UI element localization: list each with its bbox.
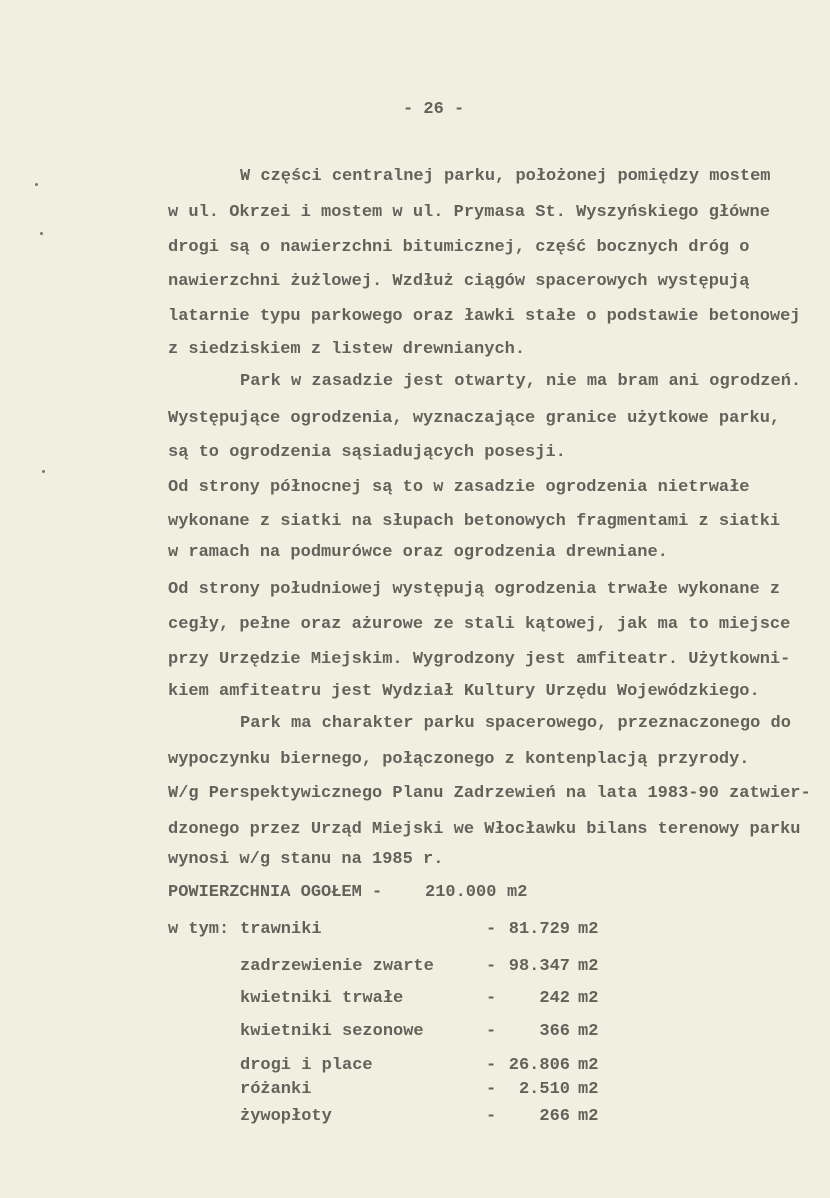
breakdown-value: 98.347 — [508, 957, 570, 976]
breakdown-dash: - — [486, 1107, 497, 1126]
text-line: W/g Perspektywicznego Planu Zadrzewień na lata 1983-90 zatwier- — [168, 784, 811, 803]
paper-speck — [35, 183, 38, 186]
text-line: Od strony południowej występują ogrodzenia trwałe wykonane z — [168, 580, 781, 599]
breakdown-dash: - — [486, 1022, 497, 1041]
breakdown-unit: m2 — [578, 920, 599, 939]
total-dash: - — [372, 883, 383, 902]
breakdown-dash: - — [486, 920, 497, 939]
text-line: Park ma charakter parku spacerowego, przeznaczonego do — [240, 714, 791, 733]
text-line: w ramach na podmurówce oraz ogrodzenia drewniane. — [168, 543, 668, 562]
breakdown-unit: m2 — [578, 1107, 599, 1126]
text-line: drogi są o nawierzchni bitumicznej, część bocznych dróg o — [168, 238, 750, 257]
text-line: Od strony północnej są to w zasadzie ogrodzenia nietrwałe — [168, 478, 750, 497]
breakdown-label: kwietniki sezonowe — [240, 1022, 424, 1041]
breakdown-value: 366 — [539, 1022, 570, 1041]
text-line: wykonane z siatki na słupach betonowych fragmentami z siatki — [168, 512, 781, 531]
text-line: W części centralnej parku, położonej pomiędzy mostem — [240, 167, 771, 186]
breakdown-label: drogi i place — [240, 1056, 373, 1075]
breakdown-value: 2.510 — [518, 1080, 570, 1099]
total-label: POWIERZCHNIA OGOŁEM — [168, 883, 362, 902]
total-unit: m2 — [507, 883, 528, 902]
breakdown-dash: - — [486, 1080, 497, 1099]
text-line: Park w zasadzie jest otwarty, nie ma bram ani ogrodzeń. — [240, 372, 802, 391]
text-line: dzonego przez Urząd Miejski we Włocławku bilans terenowy parku — [168, 820, 801, 839]
paper-speck — [40, 232, 43, 235]
breakdown-unit: m2 — [578, 957, 599, 976]
breakdown-dash: - — [486, 1056, 497, 1075]
breakdown-value: 81.729 — [508, 920, 570, 939]
text-line: wynosi w/g stanu na 1985 r. — [168, 850, 444, 869]
breakdown-dash: - — [486, 989, 497, 1008]
breakdown-value: 266 — [539, 1107, 570, 1126]
text-line: nawierzchni żużlowej. Wzdłuż ciągów spacerowych występują — [168, 272, 750, 291]
breakdown-dash: - — [486, 957, 497, 976]
breakdown-label: różanki — [240, 1080, 312, 1099]
text-line: kiem amfiteatru jest Wydział Kultury Urzędu Wojewódzkiego. — [168, 682, 760, 701]
breakdown-label: żywopłoty — [240, 1107, 332, 1126]
text-line: Występujące ogrodzenia, wyznaczające granice użytkowe parku, — [168, 409, 781, 428]
breakdown-value: 26.806 — [508, 1056, 570, 1075]
breakdown-label: zadrzewienie zwarte — [240, 957, 434, 976]
breakdown-prefix: w tym: — [168, 920, 230, 939]
text-line: latarnie typu parkowego oraz ławki stałe o podstawie betonowej — [168, 307, 801, 326]
text-line: wypoczynku biernego, połączonego z kontenplacją przyrody. — [168, 750, 750, 769]
total-value: 210.000 — [425, 883, 497, 902]
breakdown-label: trawniki — [240, 920, 322, 939]
breakdown-unit: m2 — [578, 1080, 599, 1099]
text-line: w ul. Okrzei i mostem w ul. Prymasa St. Wyszyńskiego główne — [168, 203, 770, 222]
breakdown-unit: m2 — [578, 1022, 599, 1041]
breakdown-unit: m2 — [578, 1056, 599, 1075]
paper-speck — [42, 470, 45, 473]
breakdown-value: 242 — [539, 989, 570, 1008]
breakdown-unit: m2 — [578, 989, 599, 1008]
text-line: cegły, pełne oraz ażurowe ze stali kątowej, jak ma to miejsce — [168, 615, 791, 634]
text-line: są to ogrodzenia sąsiadujących posesji. — [168, 443, 566, 462]
text-line: z siedziskiem z listew drewnianych. — [168, 340, 526, 359]
text-line: przy Urzędzie Miejskim. Wygrodzony jest amfiteatr. Użytkowni- — [168, 650, 791, 669]
page-number: - 26 - — [403, 100, 465, 119]
breakdown-label: kwietniki trwałe — [240, 989, 404, 1008]
